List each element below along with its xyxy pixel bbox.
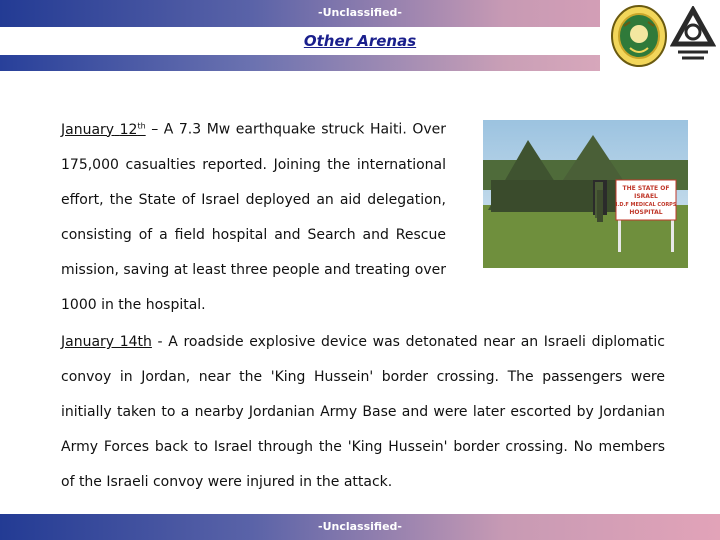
field-hospital-photo: [483, 120, 688, 268]
haiti-paragraph: [61, 108, 446, 323]
bottom-classification-banner: [0, 514, 720, 540]
haiti-text: – A 7.3 Mw earthquake struck Haiti. Over 175,000 casualties reported. Joining the international effort, the State of Israel deployed an aid delegation, consisting of a field hospital and Search and Rescue mission, saving at least three people and treating over 1000 in the hospital.: [61, 121, 446, 313]
footer-classification-label: -Unclassified-: [318, 520, 402, 533]
jordan-paragraph: [61, 325, 665, 500]
sign-line-4: HOSPITAL: [629, 209, 663, 216]
jordan-date: January 14th: [61, 334, 152, 350]
logo-area: [600, 0, 720, 72]
sign-line-2: ISRAEL: [634, 193, 658, 200]
sign-line-1: THE STATE OF: [622, 185, 670, 192]
slide-title: Other Arenas: [303, 32, 417, 50]
classification-label: -Unclassified-: [318, 6, 402, 19]
haiti-date: January 12th: [61, 121, 146, 138]
sign-line-3: I.D.F MEDICAL CORPS: [615, 202, 677, 208]
jordan-text: - A roadside explosive device was detonated near an Israeli diplomatic convoy in Jordan, near the 'King Hussein' border crossing. The passengers were initially taken to a nearby Jordanian Army Base and were later escorted by Jordanian Army Forces back to Israel through the 'King Hussein' border crossing. No members of the Israeli convoy were injured in the attack.: [61, 334, 666, 490]
intelligence-corps-emblem-icon: [610, 4, 668, 68]
unit-emblem-icon: [670, 6, 716, 66]
